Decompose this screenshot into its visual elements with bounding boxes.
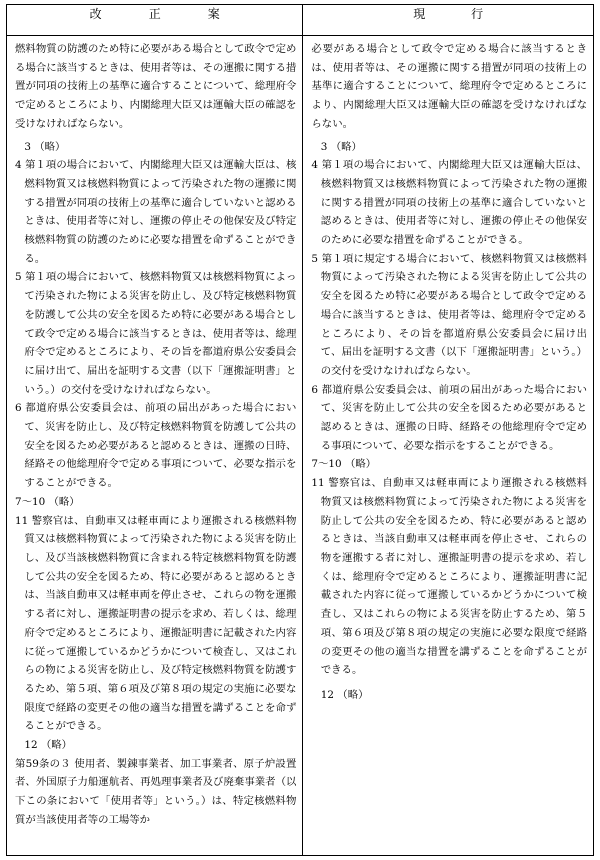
body-row bbox=[7, 36, 594, 856]
header-amendment bbox=[7, 5, 303, 36]
current-column bbox=[303, 36, 594, 856]
header-amendment-char-3: 案 bbox=[207, 7, 220, 21]
current-para-5: 5 第１項に規定する場合において、核燃料物質又は核燃料物質によって汚染された物による災害を防止して公共の安全を図るため特に必要がある場合として政令で定める場合に該当するときは、使用者等は、総理府令で定めるところにより、その旨を都道府県公安委員会に届け出て、届出を証明する文書（以下「運搬証明書」という。）の交付を受けなければならない。 bbox=[311, 252, 587, 377]
current-para-11: 11 警察官は、自動車又は軽車両により運搬される核燃料物質又は核燃料物質によって汚染された物による災害を防止して公共の安全を図るため、特に必要があると認めるときは、当該自動車又は軽車両を停止させ、これらの物を運搬する者に対し、運搬証明書の提示を求め、若しくは、総理府令で定めるところにより、運搬証明書に記載された内容に従って運搬しているかどうかについて検査し、又はこれらの物による災害を防止するため、第５項、第６項及び第８項の規定の実施に必要な限度で経路の変更その他の適当な措置を講ずることを命ずることができる。 bbox=[311, 477, 587, 677]
current-para-12: 12 （略） bbox=[320, 688, 369, 701]
current-para-3: 3 （略） bbox=[320, 140, 362, 153]
amendment-para-3: 3 （略） bbox=[24, 140, 66, 153]
current-para-continued: 必要がある場合として政令で定める場合に該当するときは、使用者等は、その運搬に関する措置が同項の技術上の基準に適合することについて、総理府令で定めるところにより、内閣総理大臣又は運輸大臣の確認を受けなければならない。 bbox=[311, 43, 587, 130]
header-row bbox=[7, 5, 594, 36]
amendment-para-7-10: 7〜10 （略） bbox=[15, 495, 80, 508]
header-current bbox=[303, 5, 594, 36]
amendment-column bbox=[7, 36, 303, 856]
current-para-7-10: 7〜10 （略） bbox=[311, 458, 377, 471]
amendment-para-11: 11 警察官は、自動車又は軽車両により運搬される核燃料物質又は核燃料物質によって汚染された物による災害を防止し、及び当該核燃料物質に含まれる特定核燃料物質を防護して公共の安全を図るため、特に必要があると認めるときは、当該自動車又は軽車両を停止させ、これらの物を運搬する者に対し、運搬証明書の提示を求め、若しくは、総理府令で定めるところにより、運搬証明書に記載された内容に従って運搬しているかどうかについて検査し、又はこれらの物による災害を防止し、及び特定核燃料物質を防護するため、第５項、第６項及び第８項の規定の実施に必要な限度で経路の変更その他の適当な措置を講ずることを命ずることができる。 bbox=[15, 514, 297, 733]
header-amendment-char-1: 改 bbox=[89, 7, 102, 21]
current-para-6: 6 都道府県公安委員会は、前項の届出があった場合において、災害を防止して公共の安全を図るため必要があると認めるときは、運搬の日時、経路その他総理府令で定める事項について、必要な指示をすることができる。 bbox=[311, 383, 587, 452]
header-current-char-2: 行 bbox=[471, 7, 484, 21]
comparison-table bbox=[6, 4, 594, 856]
current-para-4: 4 第１項の場合において、内閣総理大臣又は運輸大臣は、核燃料物質又は核燃料物質によって汚染された物の運搬に関する措置が同項の技術上の基準に適合していないと認めるときは、使用者等に対し、運搬の停止その他保安のために必要な措置を命ずることができる。 bbox=[311, 159, 587, 247]
amendment-para-6: 6 都道府県公安委員会は、前項の届出があった場合において、災害を防止し、及び特定核燃料物質を防護して公共の安全を図るため必要があると認めるときは、運搬の日時、経路その他総理府令で定める事項について、必要な指示をすることができる。 bbox=[15, 402, 297, 490]
header-amendment-char-2: 正 bbox=[148, 7, 161, 21]
amendment-para-5: 5 第１項の場合において、核燃料物質又は核燃料物質によって汚染された物による災害を防止し、及び特定核燃料物質を防護して公共の安全を図るため特に必要がある場合として政令で定める場合に該当するときは、使用者等は、総理府令で定めるところにより、その旨を都道府県公安委員会に届け出て、届出を証明する文書（以下「運搬証明書」という。）の交付を受けなければならない。 bbox=[15, 271, 297, 396]
amendment-para-continued: 燃料物質の防護のため特に必要がある場合として政令で定める場合に該当するときは、使用者等は、その運搬に関する措置が同項の技術上の基準に適合することについて、総理府令で定めるところにより、内閣総理大臣又は運輸大臣の確認を受けなければならない。 bbox=[15, 43, 297, 130]
header-current-char-1: 現 bbox=[413, 7, 426, 21]
amendment-article-59-3: 第59条の３ 使用者、製錬事業者、加工事業者、原子炉設置者、外国原子力船運航者、再処理事業者及び廃棄事業者（以下この条において「使用者等」という。）は、特定核燃料物質が当該使用者等の工場等か bbox=[15, 757, 297, 826]
amendment-para-12: 12 （略） bbox=[24, 739, 73, 752]
amendment-para-4: 4 第１項の場合において、内閣総理大臣又は運輸大臣は、核燃料物質又は核燃料物質によって汚染された物の運搬に関する措置が同項の技術上の基準に適合していないと認めるときは、使用者等に対し、運搬の停止その他保安及び特定核燃料物質の防護のために必要な措置を命ずることができる。 bbox=[15, 159, 297, 265]
